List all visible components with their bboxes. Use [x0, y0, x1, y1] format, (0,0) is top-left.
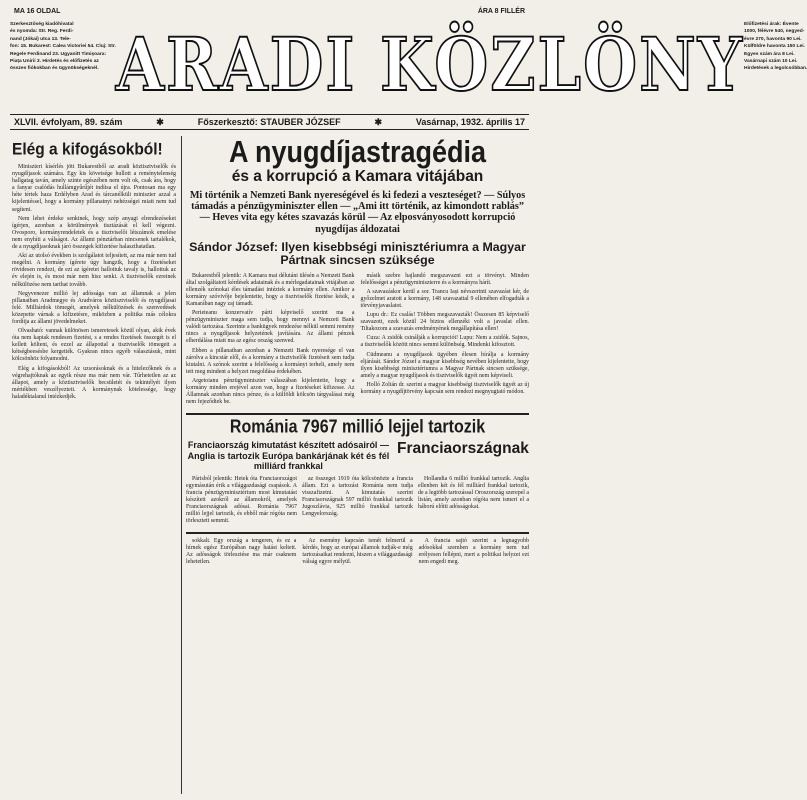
- main-headline-second-line: és a korrupció a Kamara vitájában: [231, 168, 484, 185]
- article-paragraph: sokkalt. Egy ország a tengeren, és ez a hírnek egész Európában nagy hatást keltett. Az adósságok törlesztése ma már csaknem lehetetlen.: [186, 538, 297, 566]
- masthead-right-line: Egyes szám ára 8 Lei.: [744, 51, 795, 57]
- footer-col-2: [302, 538, 412, 568]
- main-deck: Mi történik a Nemzeti Bank nyereségével és ki fedezi a veszteséget? — Súlyos támadás a pénzügyminiszter ellen — „Ami itt történik, az kimondott rablás” — Heves vita egy kétes szavazás körül — Az elposványosodott korrupció nyugdíjas áldozatai: [189, 190, 526, 235]
- article-paragraph: Párisból jelentik: Hetek óta Franciaországot egymásután érik a világgazdasági csapások. A francia pénzügyminisztérium most kimutatást készített azokról az államokról, amelyek Franciaországnak adósai. Románia 7967 millió lejjel tartozik, és ebből már régóta nem törlesztett semmit.: [186, 475, 297, 525]
- article-paragraph: Perieteanu konzervatív párti képviselő szerint ma a pénzügyminiszter maga sem tudja, hogy mennyi a Nemzeti Bank valódi tartozása. Szerinte a bankügyek rendezése nélkül semmi remény nincs a nyugdíjasok helyzetének javítására. Az állami pénzek elherdálása miatt ma az egész ország szenved.: [186, 310, 355, 345]
- article-paragraph: Argetoianu pénzügyminiszter válaszában kijelentette, hogy a kormány minden erejével azon van, hogy a fizetéseket kifizesse. Az Államnak azonban nincs pénze, és a külföldi kölcsön tárgyalásai még nem fejeződtek be.: [186, 377, 355, 406]
- article-paragraph: másik szebre hajlandó megszavazni ezt a törvényt. Minden felelősséget a pénzügyminiszterre és a kormányra hárít.: [360, 272, 529, 286]
- masthead: [10, 18, 807, 110]
- second-head-row: [186, 440, 529, 471]
- article-paragraph: az összeget 1919 óta kölcsönözte a francia állam. Ezt a tartozást Románia nem tudja visszafizetni. A kimutatás szerint Franciaországnak 597 millió frankkal tartozik Jugoszlávia, 925 millió frankkal tartozik Lengyelország.: [302, 475, 413, 517]
- article-paragraph: Lupu dr.: Ez csalás! Többen megszavazták! Összesen 85 képviselő szavazott, ezek közül 24 biztos ellenzéki volt a javaslat ellen. Tiltakozom a szavazás eredményének megállapítása ellen!: [360, 312, 529, 333]
- article-paragraph: Bukarestből jelentik: A Kamara mai délutáni ülésén a Nemzeti Bank által szolgáltatott kérdések adatainak és a mérlegadatainak vitájában az ellenzék szónokai éles támadást intéztek a kormány ellen. Amikor a kormány szóvivője bejelentette, hogy a tisztviselők fizetése késik, a Kamarában nagy zaj támadt.: [186, 272, 355, 307]
- footer-col-1: [186, 538, 296, 568]
- footer-col-3: [419, 538, 529, 568]
- star-separator: ✱: [156, 116, 164, 127]
- column-divider: [181, 136, 182, 794]
- article-paragraph: Aki az utolsó években is szolgálatot teljesített, az ma már nem tud megélni. A kormány ígérete úgy hangzik, hogy a fizetéseket rövidesen rendezi, de ezt az ígéretet hallottuk tavaly is, hallottuk az év elején is, és most már nem hisz senki. A tisztviselők ezreinek nélkülözése nem tarthat tovább.: [12, 253, 176, 288]
- article-paragraph: A francia sajtó szerint a legnagyobb adósokkal szemben a kormány nem tud erélyesen fellépni, mert a politikai helyzet ezt nem engedi meg.: [418, 538, 529, 566]
- article-paragraph: Elég a kifogásokból! Az uzsorásoknak és a hitelezőknek és a végrehajtóknak az egyik része ma már nem vár. Tűrhetetlen az az állapot, amely a köztisztviselők becsületét és tekintélyét ilyen mértékben veszélyezteti. A kormánynak kötelessége, hogy haladéktalanul intézkedjék.: [12, 365, 176, 400]
- masthead-right-line: évre 270, havonta 90 Lei.: [744, 36, 802, 42]
- masthead-left-line: és nyomda: Str. Reg. Ferdi-: [10, 29, 74, 35]
- second-deck: Franciaország kimutatást készített adósairól — Anglia is tartozik Európa bankárjának két és fél milliárd frankkal: [187, 440, 390, 472]
- article-paragraph: Cuza: A zsidók csinálják a korrupciót! Lupu: Nem a zsidók. Sajnos, a tisztviselők között nincs semmi különbség. Mindenki kifosztott.: [360, 335, 529, 349]
- article-paragraph: Holló Zoltán dr. szerint a magyar kisebbségi tisztviselők ügyét az új kormány a nyugdíjtörvény kapcsán sem rendezi megnyugtató módon.: [360, 381, 529, 396]
- main-subheadline: Sándor József: Ilyen kisebbségi minisztériumra a Magyar Pártnak sincsen szüksége: [189, 239, 526, 268]
- second-article-columns: [186, 476, 529, 528]
- masthead-left-box: [10, 18, 116, 110]
- section-rule: [186, 532, 529, 534]
- masthead-right-line: Előfizetési árak: Évente: [744, 22, 799, 27]
- masthead-left-line: Regele Ferdinand 23. Ugyanitt Timișoara:: [10, 51, 107, 57]
- masthead-right-line: Külföldre havonta 150 Lei.: [744, 44, 805, 50]
- article-paragraph: Cüdmeanu a nyugdíjasok ügyében élesen bírálja a kormány eljárását. Sándor József a magyar kisebbség nevében kijelentette, hogy ilyen kisebbségi minisztériumra a Magyar Pártnak sincsen szüksége, amely a magyar nyugdíjasok és tisztviselők ügyét nem képviseli.: [360, 351, 529, 379]
- left-column: [12, 138, 176, 792]
- left-headline: Elég a kifogásokból!: [12, 140, 163, 159]
- second-article-col-1: [186, 476, 297, 528]
- second-headline-continuation: Franciaországnak: [397, 440, 529, 458]
- masthead-right-line: Hirdetések a legolcsóbban.: [744, 66, 807, 72]
- masthead-right-line: 1000, félévre 540, negyed-: [744, 29, 805, 35]
- right-column: [186, 136, 529, 792]
- top-line: [14, 8, 525, 18]
- masthead-left-line: nand (Jókai) utca 13. Tele-: [10, 36, 71, 42]
- star-separator: ✱: [374, 116, 383, 127]
- masthead-left-line: Szerkesztőség kiadóhivatal: [10, 22, 74, 27]
- masthead-right-box: [744, 18, 807, 110]
- article-paragraph: Ebben a pillanatban azonban a Nemzeti Bank nyeresége el van zárolva a kincstár elől, és a kormány a tisztviselők fizetéseit sem tudja kiutalni. A szónok szerint a felelősség a kormányt terheli, amely nem tett meg mindent a helyzet megoldása érdekében.: [186, 347, 355, 375]
- second-article-col-2: [302, 476, 413, 528]
- volume-info: XLVII. évfolyam, 89. szám: [14, 117, 123, 127]
- article-paragraph: A szavazáskor kerül a sor. Trancu Iași névszerinti szavazást kér, de győzelmet aratott a kormány, 148 szavazattal 9 ellenében elfogadták a törvényjavaslatot.: [360, 288, 529, 309]
- price: ÁRA 8 FILLÉR: [477, 8, 525, 15]
- second-headline: Románia 7967 millió lejjel tartozik: [229, 418, 486, 438]
- page-count: MA 16 OLDAL: [14, 8, 61, 15]
- newspaper-title: ARADI KÖZLÖNY: [115, 20, 745, 108]
- main-article-col-2: [361, 273, 530, 409]
- masthead-left-line: Piața Unirii 3. Hirdetés és előfizetés az: [10, 59, 99, 65]
- editor-info: Főszerkesztő: STAUBER JÓZSEF: [197, 117, 341, 127]
- masthead-left-line: összes fiókokban és ügynökségeknél.: [10, 66, 99, 72]
- masthead-right-line: Vasárnapi szám 10 Lei.: [744, 59, 798, 65]
- section-rule: [186, 413, 529, 415]
- article-paragraph: Negyvenezer millió lej adóssága van az államnak a jelen pillanatban Aradmegye és Aradváros köztisztviselői és nyugdíjasai felé. Milliárdok tömegét, amelyek nélkülözések és szenvedések közepette várnak a kifizetésre, miközben a politika más célokra fordítja az állami jövedelmeket.: [12, 290, 176, 325]
- article-paragraph: Olvasható: vannak különösen ismeretesek közül olyan, akik évek óta nem kaptak rendesen fizetést, s a rendes fizetések összegét is el kellett költeni, és ezzel az állapottal a tisztviselők tömegeit a kétségbeesésbe kergették. Gyakran nincs egyéb választásuk, mint kölcsönhöz folyamodni.: [12, 328, 176, 363]
- second-article-col-3: [418, 476, 529, 528]
- main-article-columns: [186, 273, 529, 409]
- article-paragraph: Hollandia 6 millió frankkal tartozik. Anglia ellenben két és fél milliárd frankkal tartozik, de a legtöbb tartozással Oroszország szerepel a listán, amely azonban régóta nem ismeri el a háború előtti adósságokat.: [418, 475, 529, 510]
- article-paragraph: Miniszteri kísérlés jött Bukarestből az aradi köztisztviselők és nyugdíjasok számára. Egy kis követsége hullott a reménytelenség hallgatag taván, amely szinte egészében nem volt ok, csak ára, hogy a fanyar csalódás hullámgyűrűjét indítsa el újra. Pontosan ma egy héte tértek haza Erdélyben Arad és tárcanélküli miniszter azzal a kijelentéssel, hogy a kormány pillanatnyi nehézségei miatt nem tud segíteni.: [12, 164, 176, 213]
- article-paragraph: Az esemény kapcsán ismét felmerül a kérdés, hogy az európai államok tudják-e még tartozásaikat rendezni, hiszen a világgazdasági válság egyre mélyül.: [302, 538, 413, 566]
- main-article-col-1: [186, 273, 355, 409]
- issue-date: Vasárnap, 1932. április 17: [415, 117, 525, 127]
- masthead-title-area: [116, 18, 744, 110]
- issue-info-bar: [10, 114, 529, 130]
- masthead-left-line: fon: 15. Bukarest: Calea Victoriei 54. Cluj: Str.: [10, 44, 116, 50]
- footer-article-columns: [186, 538, 529, 568]
- left-article-body: [12, 164, 176, 401]
- main-headline: A nyugdíjastragédia: [228, 135, 487, 169]
- article-paragraph: Nem lehet érdeke senkinek, hogy szép anyagi elrendezéseket ígérjen, azonban a körülmények tisztázását el kell végezni. Ovosporo, kormányrendeletek és a tisztviselői létszámok emelése nem enyhíti a válságot. Az állami pénztárban nincsenek tartalékok, de a nyugdíjasoknak járó összegek kifizetése halaszthatatlan.: [12, 215, 176, 251]
